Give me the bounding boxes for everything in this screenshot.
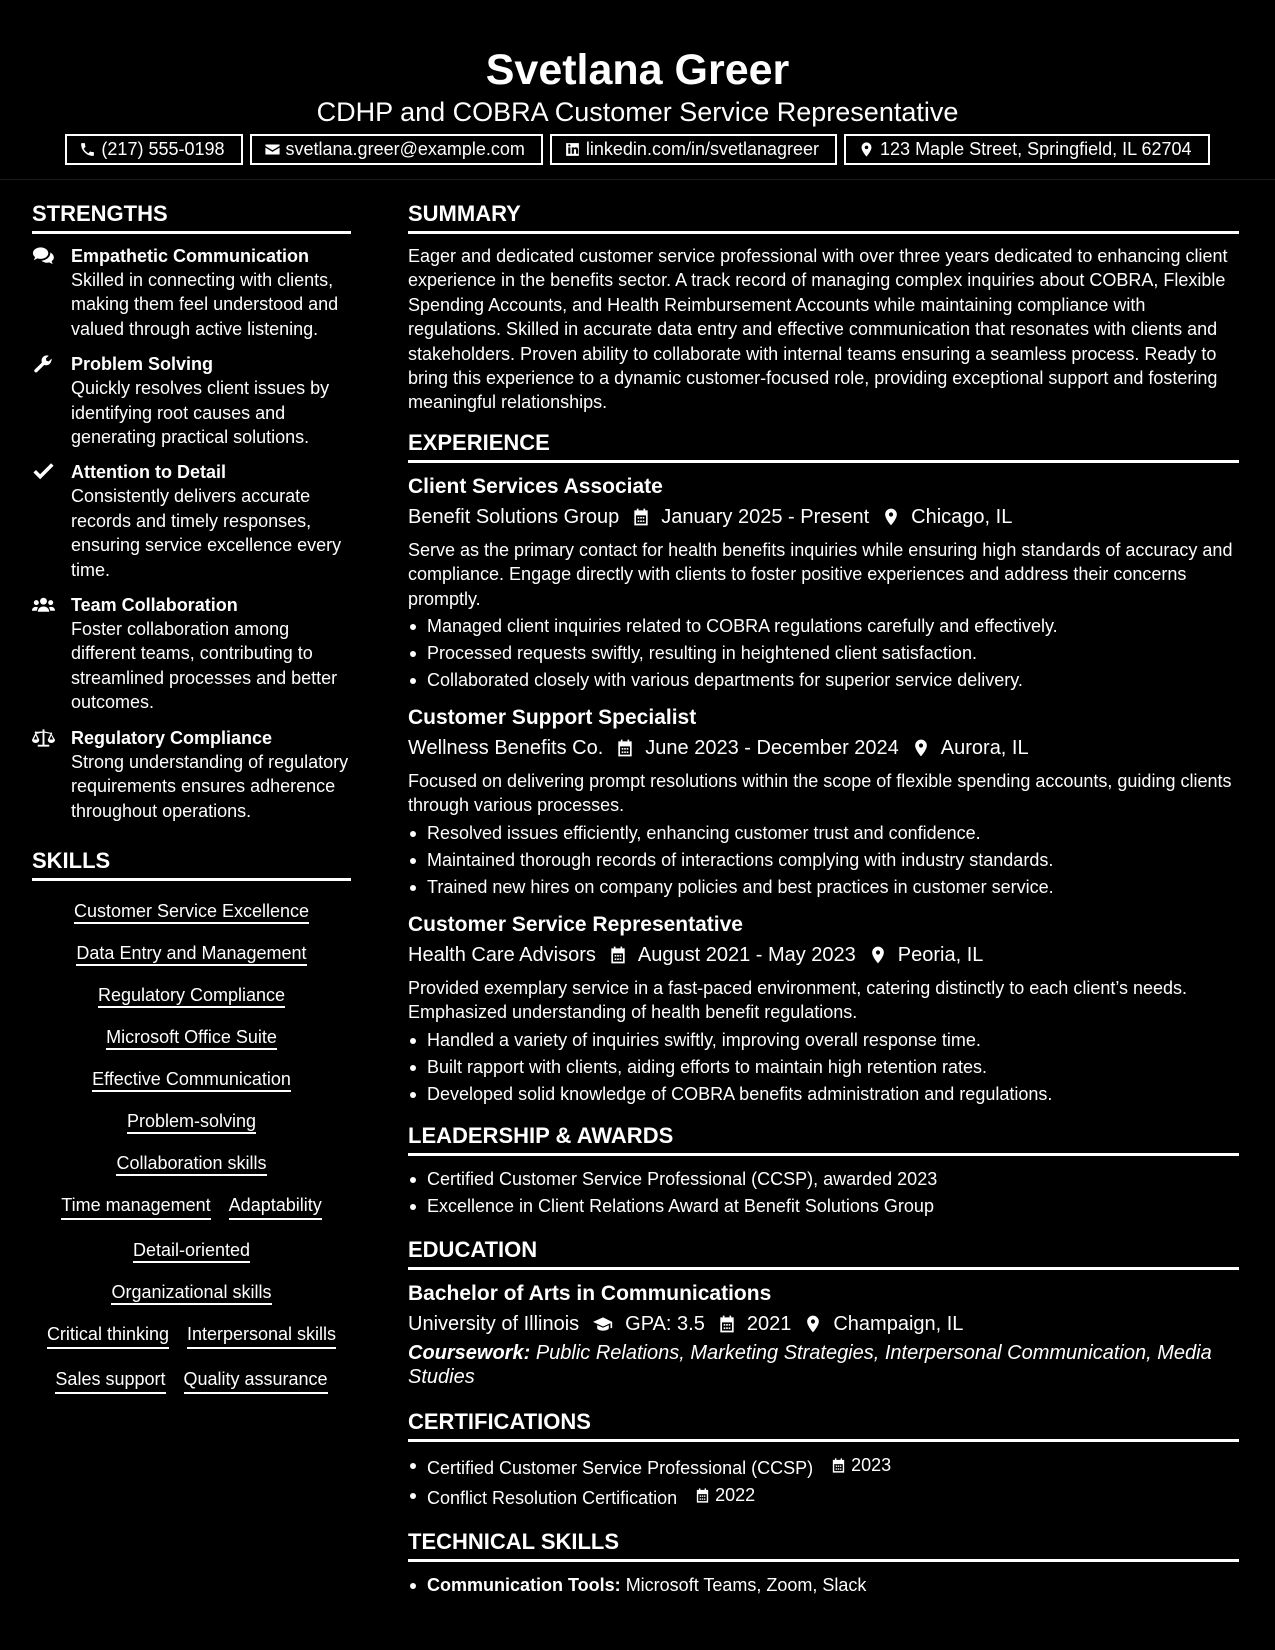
- graduation-year: 2021: [746, 1312, 792, 1335]
- contact-address: [844, 134, 1210, 165]
- job-bullet: Maintained thorough records of interactions complying with industry standards.: [408, 847, 1239, 874]
- job-bullet: Handled a variety of inquiries swiftly, improving overall response time.: [408, 1027, 1239, 1054]
- resume-header: [0, 0, 1275, 180]
- map-marker-icon: [868, 945, 890, 965]
- skill-row: [32, 1109, 351, 1133]
- skill-tag: Critical thinking: [47, 1322, 169, 1349]
- strength-item: [32, 593, 351, 715]
- certification-year: 2022: [715, 1484, 756, 1505]
- check-icon: [32, 462, 55, 482]
- job-entry: [408, 704, 1239, 901]
- strength-desc: Quickly resolves client issues by identifying root causes and generating practical solutions.: [71, 378, 330, 448]
- job-bullet: Resolved issues efficiently, enhancing customer trust and confidence.: [408, 820, 1239, 847]
- school-location: Champaign, IL: [833, 1312, 964, 1335]
- education-meta: [408, 1309, 1239, 1339]
- contact-email[interactable]: [250, 134, 543, 165]
- strength-title: Empathetic Communication: [71, 246, 310, 266]
- skill-row: [32, 899, 351, 923]
- skill-row: [32, 1151, 351, 1175]
- technical-skills-heading: TECHNICAL SKILLS: [408, 1528, 1239, 1562]
- skill-tag: Time management: [61, 1193, 210, 1220]
- skill-tag: Data Entry and Management: [76, 943, 306, 966]
- skill-tag: Quality assurance: [184, 1367, 328, 1394]
- strength-desc: Consistently delivers accurate records and timely responses, ensuring service excellence every time.: [71, 486, 342, 580]
- coursework-label: Coursework:: [408, 1341, 531, 1364]
- skill-tag: Customer Service Excellence: [74, 901, 309, 924]
- job-meta: [408, 733, 1239, 763]
- skill-tag: Effective Communication: [92, 1069, 291, 1092]
- candidate-name: Svetlana Greer: [485, 46, 790, 94]
- comments-icon: [32, 246, 55, 266]
- skill-tag: Problem-solving: [127, 1111, 256, 1134]
- skill-row: [32, 1280, 351, 1304]
- job-company: Wellness Benefits Co.: [408, 737, 604, 760]
- experience-heading: EXPERIENCE: [408, 429, 1239, 463]
- candidate-role: CDHP and COBRA Customer Service Representative: [316, 97, 959, 127]
- job-dates: June 2023 - December 2024: [645, 737, 899, 760]
- skills-list: [32, 895, 351, 1394]
- school-name: University of Illinois: [408, 1312, 580, 1335]
- job-bullet: Processed requests swiftly, resulting in heightened client satisfaction.: [408, 640, 1239, 667]
- calendar-icon: [615, 738, 637, 758]
- map-marker-icon: [911, 738, 933, 758]
- job-bullet: Developed solid knowledge of COBRA benefits administration and regulations.: [408, 1081, 1239, 1108]
- job-entry: [408, 911, 1239, 1108]
- map-marker-icon: [858, 141, 875, 158]
- job-meta: [408, 940, 1239, 970]
- summary-heading: SUMMARY: [408, 200, 1239, 234]
- skill-tag: Organizational skills: [111, 1282, 271, 1305]
- skill-tag: Regulatory Compliance: [98, 985, 285, 1008]
- job-company: Health Care Advisors: [408, 943, 596, 966]
- award-item: Excellence in Client Relations Award at Benefit Solutions Group: [408, 1193, 1239, 1220]
- skill-tag: Interpersonal skills: [187, 1322, 336, 1349]
- left-column: [32, 200, 351, 1394]
- linkedin-icon: [564, 141, 581, 158]
- education-heading: EDUCATION: [408, 1236, 1239, 1270]
- job-location: Chicago, IL: [911, 505, 1013, 528]
- skill-row: [32, 941, 351, 965]
- strength-item: [32, 352, 351, 449]
- certification-name: Conflict Resolution Certification: [427, 1487, 678, 1508]
- skill-row: [32, 983, 351, 1007]
- technical-skill-item: [408, 1572, 1239, 1599]
- degree-title: Bachelor of Arts in Communications: [408, 1281, 772, 1305]
- contact-phone[interactable]: [65, 134, 242, 165]
- skill-tag: Collaboration skills: [116, 1153, 266, 1176]
- job-location: Peoria, IL: [897, 943, 984, 966]
- contact-address-text: 123 Maple Street, Springfield, IL 62704: [880, 139, 1192, 159]
- job-description: Serve as the primary contact for health benefits inquiries while ensuring high standards of accuracy and compliance. Engage directly with clients to foster positive experiences and address their concerns promptly.: [408, 539, 1233, 609]
- certification-date: [694, 1482, 755, 1509]
- job-location: Aurora, IL: [940, 737, 1029, 760]
- job-title: Client Services Associate: [408, 474, 663, 498]
- users-icon: [32, 595, 55, 615]
- job-entry: [408, 473, 1239, 694]
- coursework-list: Public Relations, Marketing Strategies, Interpersonal Communication, Media Studies: [408, 1341, 1212, 1389]
- strength-desc: Skilled in connecting with clients, making them feel understood and valued through active listening.: [71, 270, 339, 339]
- right-column: [408, 200, 1239, 1609]
- strength-title: Team Collaboration: [71, 595, 238, 616]
- skill-row: [32, 1025, 351, 1049]
- calendar-icon: [608, 945, 630, 965]
- certification-item: [408, 1452, 1239, 1482]
- technical-skill-label: Communication Tools:: [427, 1574, 621, 1595]
- certifications-list: [408, 1452, 1239, 1512]
- map-marker-icon: [803, 1314, 825, 1334]
- job-title: Customer Support Specialist: [408, 706, 697, 730]
- certification-date: [830, 1452, 891, 1479]
- job-description: Provided exemplary service in a fast-paced environment, catering distinctly to each client’s needs. Emphasized understanding of health benefit regulations.: [408, 977, 1188, 1023]
- summary-text: Eager and dedicated customer service professional with over three years dedicated to enhancing client experience in the benefits sector. A track record of managing complex inquiries about COBRA, Flexible Spending Accounts, and Health Reimbursement Accounts while maintaining compliance with regulations. Skilled in accurate data entry and effective communication that resonates with clients and stakeholders. Proven ability to collaborate with internal teams ensuring a seamless process. Ready to bring this experience to a dynamic customer-focused role, providing exceptional support and fostering meaningful relationships.: [408, 246, 1228, 413]
- skill-tag: Sales support: [55, 1367, 165, 1394]
- certification-item: [408, 1482, 1239, 1512]
- job-bullet: Managed client inquiries related to COBRA regulations carefully and effectively.: [408, 613, 1239, 640]
- envelope-icon: [264, 141, 281, 158]
- strength-title: Regulatory Compliance: [71, 727, 273, 748]
- skill-tag: Adaptability: [229, 1193, 322, 1220]
- job-bullet: Trained new hires on company policies and best practices in customer service.: [408, 874, 1239, 901]
- job-title: Customer Service Representative: [408, 912, 743, 936]
- technical-skill-value: Microsoft Teams, Zoom, Slack: [625, 1574, 867, 1595]
- leadership-list: [408, 1166, 1239, 1220]
- strength-desc: Strong understanding of regulatory requirements ensures adherence throughout operations.: [71, 751, 349, 821]
- scale-icon: [32, 728, 55, 748]
- skill-tag: Microsoft Office Suite: [106, 1027, 277, 1050]
- coursework: [408, 1341, 1239, 1390]
- job-meta: [408, 502, 1239, 532]
- skill-row: [32, 1238, 351, 1262]
- phone-icon: [79, 141, 96, 158]
- strength-item: [32, 244, 351, 341]
- job-description: Focused on delivering prompt resolutions within the scope of flexible spending accounts, guiding clients through various processes.: [408, 771, 1232, 816]
- technical-skills-list: [408, 1572, 1239, 1599]
- job-bullets: [408, 820, 1239, 901]
- calendar-icon: [717, 1314, 739, 1334]
- graduation-cap-icon: [591, 1314, 617, 1334]
- job-company: Benefit Solutions Group: [408, 505, 620, 528]
- certifications-heading: CERTIFICATIONS: [408, 1408, 1239, 1442]
- calendar-icon: [631, 507, 653, 527]
- strength-title: Attention to Detail: [71, 462, 226, 483]
- skill-tag: Detail-oriented: [133, 1240, 250, 1263]
- calendar-icon: [830, 1457, 847, 1474]
- strengths-heading: STRENGTHS: [32, 200, 351, 234]
- skills-heading: SKILLS: [32, 847, 351, 881]
- strength-item: [32, 726, 351, 823]
- gpa: GPA: 3.5: [625, 1312, 705, 1335]
- job-dates: August 2021 - May 2023: [637, 943, 856, 966]
- contact-linkedin[interactable]: [550, 134, 837, 165]
- certification-name: Certified Customer Service Professional (CCSP): [427, 1457, 814, 1478]
- job-bullets: [408, 1027, 1239, 1108]
- strength-item: [32, 460, 351, 582]
- strength-title: Problem Solving: [71, 354, 214, 375]
- job-bullet: Built rapport with clients, aiding efforts to maintain high retention rates.: [408, 1054, 1239, 1081]
- map-marker-icon: [881, 507, 903, 527]
- leadership-heading: LEADERSHIP & AWARDS: [408, 1122, 1239, 1156]
- job-bullet: Collaborated closely with various departments for superior service delivery.: [408, 667, 1239, 694]
- calendar-icon: [694, 1487, 711, 1504]
- certification-year: 2023: [851, 1454, 892, 1475]
- job-bullets: [408, 613, 1239, 694]
- wrench-icon: [32, 354, 55, 374]
- contact-linkedin-text: linkedin.com/in/svetlanagreer: [585, 139, 820, 159]
- contact-email-text: svetlana.greer@example.com: [285, 139, 525, 159]
- award-item: Certified Customer Service Professional (CCSP), awarded 2023: [408, 1166, 1239, 1193]
- contact-phone-text: (217) 555-0198: [101, 139, 225, 159]
- job-dates: January 2025 - Present: [661, 505, 870, 528]
- skill-row: [32, 1067, 351, 1091]
- strength-desc: Foster collaboration among different teams, contributing to streamlined processes and better outcomes.: [71, 619, 338, 713]
- contact-bar: [0, 134, 1275, 165]
